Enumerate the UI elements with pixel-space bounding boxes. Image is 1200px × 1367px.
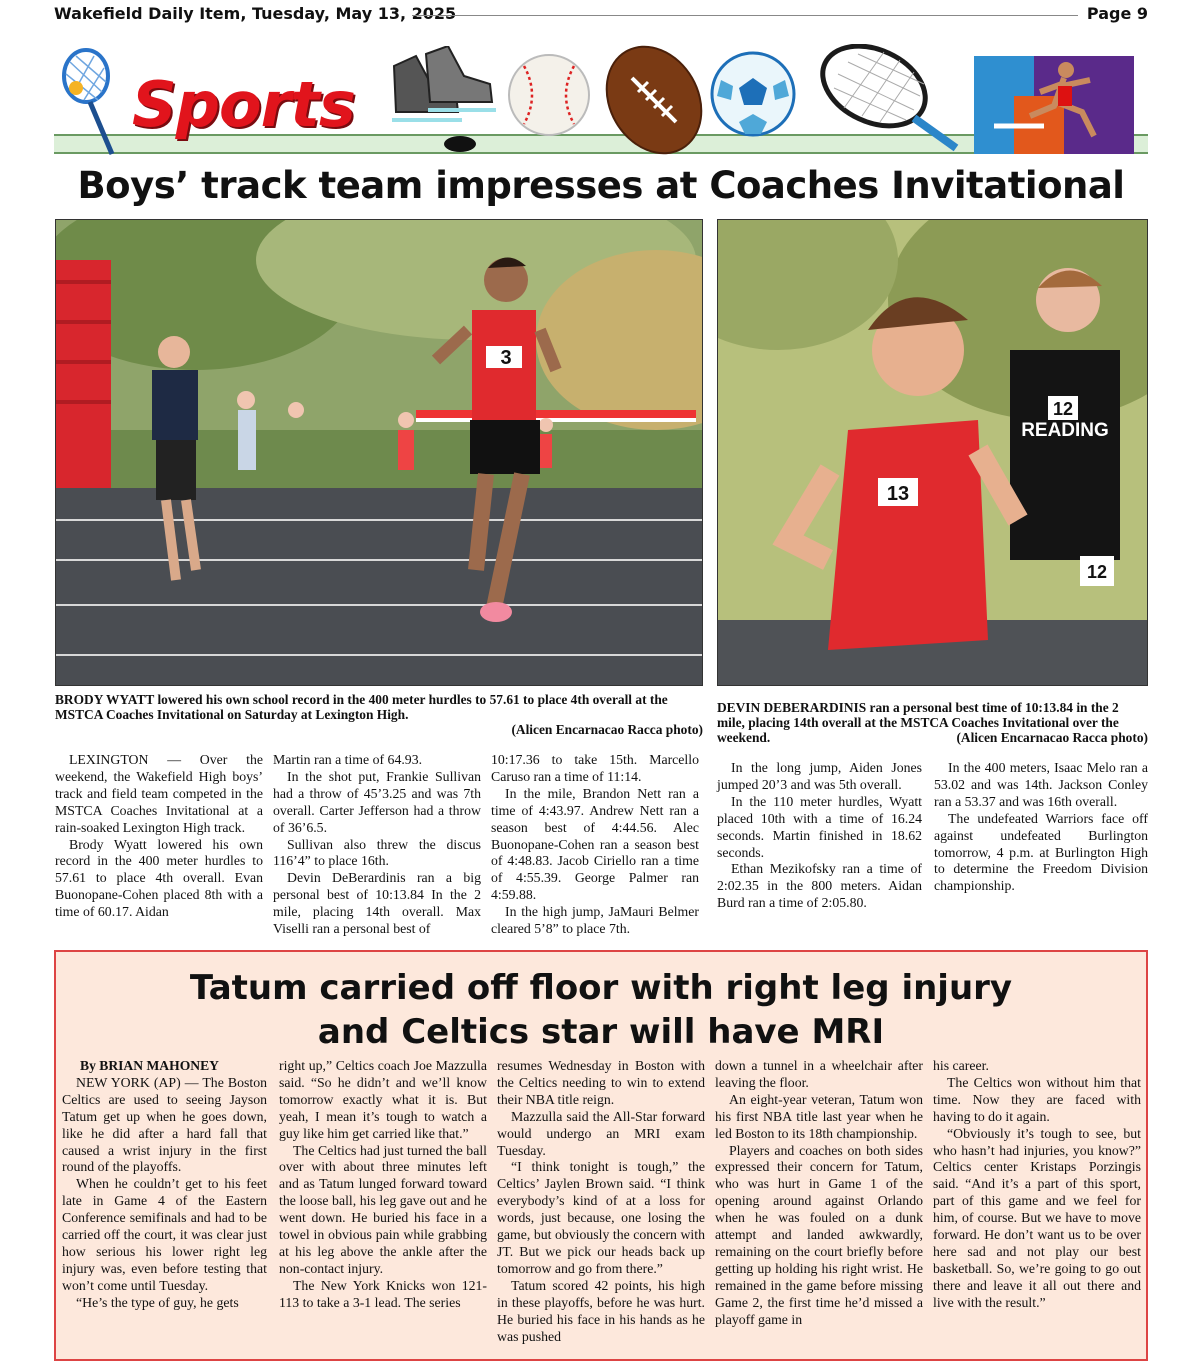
hockey-puck-icon [442, 134, 478, 156]
tatum-column-2 [279, 1058, 487, 1312]
paragraph: Tatum scored 42 points, his high in these playoffs, before he was hurt. He buried his face in his hands as he was pushed [497, 1277, 705, 1344]
baseball-icon [506, 52, 592, 138]
paragraph: his career. [933, 1058, 989, 1073]
hurdler-icon [974, 56, 1134, 154]
paragraph: Ethan Mezikofsky ran a time of 2:02.35 in the 800 meters. Aidan Burd ran a time of 2:05.80. [717, 861, 922, 911]
track-column-3 [491, 752, 699, 938]
paragraph: The Celtics had just turned the ball over with about three minutes left and as Tatum lunged forward toward the loose ball, his leg gave out and he went down. He buried his face in a towel in obvious pain while grabbing at his leg above the ankle after the non-contact injury. [279, 1142, 487, 1276]
track-photo-right [717, 219, 1148, 686]
tatum-column-1 [62, 1058, 267, 1312]
paragraph: The New York Knicks won 121-113 to take a 3-1 lead. The series [279, 1277, 487, 1310]
paragraph: In the 110 meter hurdles, Wyatt placed 10th with a time of 16.24 seconds. Martin finished in 18.62 seconds. [717, 793, 922, 860]
headline-line: and Celtics star will have MRI [317, 1012, 885, 1052]
photo-caption-left [55, 692, 703, 737]
track-photo-left [55, 219, 703, 686]
headline-line: Tatum carried off floor with right leg injury [189, 968, 1013, 1008]
lacrosse-stick-icon [54, 48, 124, 158]
paragraph: down a tunnel in a wheelchair after leaving the floor. [715, 1058, 923, 1090]
paragraph: Martin ran a time of 64.93. [273, 752, 423, 767]
paragraph: The undefeated Warriors face off against undefeated Burlington tomorrow, 4 p.m. at Burlington High to determine the Freedom Division championship. [934, 810, 1148, 894]
paragraph: In the high jump, JaMauri Belmer cleared 5’8” to place 7th. [491, 904, 699, 937]
hockey-skates-icon [386, 46, 501, 136]
byline: By BRIAN MAHONEY [80, 1058, 219, 1073]
paragraph: An eight-year veteran, Tatum won his first NBA title last year when he led Boston to its 18th championship. [715, 1091, 923, 1141]
soccer-ball-icon [709, 50, 797, 138]
paper-dateline: Wakefield Daily Item, Tuesday, May 13, 2025 [54, 4, 457, 23]
bib-number: 13 [886, 483, 910, 505]
photo-caption-right [717, 700, 1148, 745]
paragraph: In the long jump, Aiden Jones jumped 20’3 and was 5th overall. [717, 760, 922, 792]
paragraph: right up,” Celtics coach Joe Mazzulla said. “So he didn’t and we’ll know tomorrow exactly what it is. But yeah, I mean it’s tough to watch a guy like him get carried like that.” [279, 1058, 487, 1141]
paragraph: LEXINGTON — Over the weekend, the Wakefield High boys’ track and field team competed in the MSTCA Coaches Invitational at a rain-soaked Lexington High track. [55, 752, 263, 835]
track-column-1 [55, 752, 263, 921]
caption-text: BRODY WYATT lowered his own school record in the 400 meter hurdles to 57.61 to place 4th overall at the MSTCA Coaches Invitational on Saturday at Lexington High. [55, 692, 668, 722]
tatum-column-4 [715, 1058, 923, 1329]
photo-credit: (Alicen Encarnacao Racca photo) [511, 722, 703, 737]
paragraph: In the mile, Brandon Nett ran a time of 4:43.97. Andrew Nett ran a season best of 4:44.56. Alec Buonopane-Cohen ran a season best of 4:48.83. Jacob Ciriello ran a time of 4:55.39. George Palmer ran 4:59.88. [491, 785, 699, 903]
paragraph: In the shot put, Frankie Sullivan had a throw of 45’3.25 and was 7th overall. Carter Jefferson had a throw of 36’6.5. [273, 768, 481, 835]
section-title: Sports [132, 68, 355, 141]
paragraph: In the 400 meters, Isaac Melo ran a 53.02 and was 14th. Jackson Conley ran a 53.37 and was 16th overall. [934, 760, 1148, 809]
tennis-racket-icon [814, 44, 964, 156]
track-column-2 [273, 752, 481, 938]
caption-text: DEVIN DEBERARDINIS ran a personal best time of 10:13.84 in the 2 mile, placing 14th overall at the MSTCA Coaches Invitational over the weekend. [717, 700, 1119, 745]
paragraph: resumes Wednesday in Boston with the Celtics needing to win to extend their NBA title reign. [497, 1058, 705, 1107]
paragraph: Players and coaches on both sides expressed their concern for Tatum, who was hurt in Game 1 of the opening around against Orlando when he was fouled on a dunk attempt and landed awkwardly, remaining on the court briefly before getting up holding his right wrist. He remained in the game before missing Game 2, the first time he’d missed a playoff game in [715, 1142, 923, 1327]
folio-line [54, 4, 1148, 26]
paragraph: Devin DeBerardinis ran a big personal best of 10:13.84 In the 2 mile, placing 14th overall. Max Viselli ran a personal best of [273, 870, 481, 937]
track-headline: Boys’ track team impresses at Coaches Invitational [77, 164, 1125, 207]
paragraph: “I think tonight is tough,” the Celtics’ Jaylen Brown said. “I think everybody’s kind of at a loss for words, just because, one losing the game, but obviously the concern with JT. But we pick our heads back up tomorrow and go from there.” [497, 1159, 705, 1276]
track-column-5 [934, 760, 1148, 895]
bib-number: 12 [1086, 562, 1108, 582]
paragraph: “He’s the type of guy, he gets [76, 1294, 239, 1310]
tatum-column-5 [933, 1058, 1141, 1312]
sports-banner [54, 38, 1148, 158]
paragraph: The Celtics won without him that time. Now they are faced with having to do it again. [933, 1074, 1141, 1124]
paragraph: Mazzulla said the All-Star forward would undergo an MRI exam Tuesday. [497, 1108, 705, 1158]
track-column-4 [717, 760, 922, 912]
photo-credit: (Alicen Encarnacao Racca photo) [956, 730, 1148, 745]
paragraph: 10:17.36 to take 15th. Marcello Caruso ran a time of 11:14. [491, 752, 699, 784]
paragraph: When he couldn’t get to his feet late in Game 4 of the Eastern Conference semifinals and had to be carried off the court, it was clear just how serious his lower right leg injury was, even before testing that won’t come until Tuesday. [62, 1176, 267, 1293]
tatum-headline [54, 966, 1148, 1054]
paragraph: “Obviously it’s tough to see, but who hasn’t had injuries, you know?” Celtics center Kristaps Porzingis said. “And it’s a part of this sport, part of this game and we feel for him, of course. But we have to move forward. He don’t want us to be over here sad and not play our best basketball. So, we’re going to go out there and leave it all out there and live with the result.” [933, 1125, 1141, 1310]
paragraph: Brody Wyatt lowered his own record in the 400 meter hurdles to 57.61 to place 4th overall. Evan Buonopane-Cohen placed 8th with a time of 60.17. Aidan [55, 836, 263, 920]
jersey-text: READING [1021, 420, 1109, 441]
page-number: Page 9 [1086, 4, 1148, 23]
tatum-column-3 [497, 1058, 705, 1345]
football-icon [594, 42, 714, 158]
bib-number: 3 [500, 347, 512, 369]
bib-number: 12 [1052, 399, 1074, 419]
paragraph: Sullivan also threw the discus 116’4” to place 16th. [273, 836, 481, 869]
folio-rule [412, 15, 1078, 16]
paragraph: NEW YORK (AP) — The Boston Celtics are used to seeing Jayson Tatum get up when he goes down, like he did after a hard fall that caused a wrist injury in the first round of the playoffs. [62, 1074, 267, 1175]
